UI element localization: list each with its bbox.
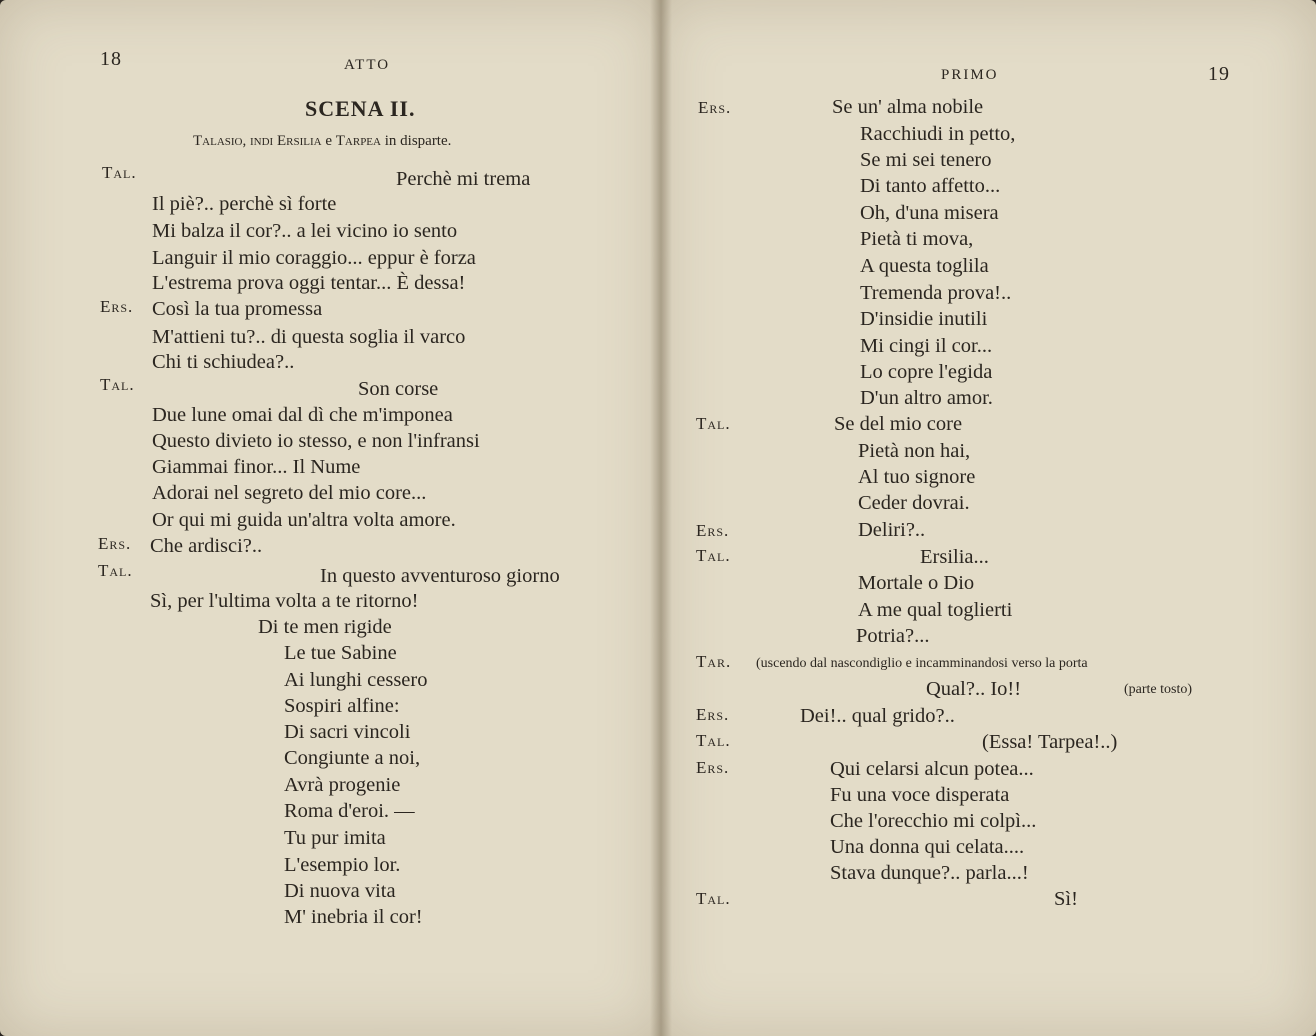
- verse-line: Qual?.. Io!!: [926, 678, 1022, 700]
- book-gutter: [650, 0, 672, 1036]
- verse-line: Sì, per l'ultima volta a te ritorno!: [150, 590, 419, 612]
- verse-line: Or qui mi guida un'altra volta amore.: [152, 509, 456, 531]
- verse-line: Dei!.. qual grido?..: [800, 705, 955, 727]
- stage-direction-exit: (parte tosto): [1124, 682, 1193, 697]
- verse-line: Perchè mi trema: [396, 168, 531, 190]
- verse-line: Due lune omai dal dì che m'imponea: [152, 404, 453, 426]
- verse-line: L'esempio lor.: [284, 854, 401, 876]
- speaker-label: Tal.: [98, 561, 133, 580]
- verse-line: Se del mio core: [834, 413, 963, 435]
- page-number-right: 19: [1208, 63, 1230, 85]
- stage-direction-part: e: [321, 133, 336, 149]
- verse-line: Mi balza il cor?.. a lei vicino io sento: [152, 220, 458, 242]
- page-number-left: 18: [100, 48, 122, 70]
- verse-line: Questo divieto io stesso, e non l'infransi: [152, 430, 480, 452]
- verse-line: Così la tua promessa: [152, 298, 323, 320]
- scene-title: SCENA II.: [305, 96, 416, 121]
- verse-line: Avrà progenie: [284, 774, 401, 796]
- speaker-label: Ers.: [696, 705, 730, 724]
- verse-line: Oh, d'una misera: [860, 202, 999, 224]
- speaker-label: Ers.: [698, 98, 732, 117]
- verse-line: Stava dunque?.. parla...!: [830, 862, 1029, 884]
- verse-line: D'insidie inutili: [860, 308, 988, 330]
- verse-line: Chi ti schiudea?..: [152, 351, 295, 373]
- verse-line: Qui celarsi alcun potea...: [830, 758, 1034, 780]
- verse-line: Lo copre l'egida: [860, 361, 993, 383]
- speaker-label: Tal.: [696, 889, 731, 908]
- speaker-label: Ers.: [100, 297, 134, 316]
- verse-line: Tu pur imita: [284, 827, 386, 849]
- verse-line: Di te men rigide: [258, 616, 392, 638]
- verse-line: Fu una voce disperata: [830, 784, 1010, 806]
- verse-line: Sospiri alfine:: [284, 695, 400, 717]
- speaker-label: Ers.: [98, 534, 132, 553]
- verse-line: Di sacri vincoli: [284, 721, 411, 743]
- speaker-label: Tal.: [696, 546, 731, 565]
- right-page: [660, 0, 1316, 1036]
- verse-line: Pietà non hai,: [858, 440, 971, 462]
- verse-line: Adorai nel segreto del mio core...: [152, 482, 427, 504]
- verse-line: Ersilia...: [920, 546, 989, 568]
- verse-line: Deliri?..: [858, 519, 926, 541]
- verse-line: Al tuo signore: [858, 466, 976, 488]
- verse-line: A questa toglila: [860, 255, 989, 277]
- verse-line: (Essa! Tarpea!..): [982, 731, 1118, 753]
- verse-line: Roma d'eroi. —: [284, 800, 415, 822]
- running-head-right: PRIMO: [941, 67, 999, 83]
- verse-line: Il piè?.. perchè sì forte: [152, 193, 337, 215]
- verse-line: Se mi sei tenero: [860, 149, 992, 171]
- verse-line: Ceder dovrai.: [858, 492, 970, 514]
- verse-line: Che ardisci?..: [150, 535, 263, 557]
- verse-line: D'un altro amor.: [860, 387, 993, 409]
- stage-direction: [193, 133, 451, 150]
- verse-line: Languir il mio coraggio... eppur è forza: [152, 247, 476, 269]
- speaker-label: Tal.: [102, 163, 137, 182]
- verse-line: Di tanto affetto...: [860, 175, 1001, 197]
- verse-line: Pietà ti mova,: [860, 228, 974, 250]
- verse-line: Potria?...: [856, 625, 930, 647]
- running-head-left: ATTO: [344, 57, 391, 73]
- verse-line: Sì!: [1054, 888, 1078, 910]
- verse-line: Una donna qui celata....: [830, 836, 1025, 858]
- verse-line: Ai lunghi cessero: [284, 669, 428, 691]
- verse-line: A me qual toglierti: [858, 599, 1013, 621]
- verse-line: Racchiudi in petto,: [860, 123, 1016, 145]
- verse-line: Se un' alma nobile: [832, 96, 984, 118]
- speaker-label: Tal.: [696, 414, 731, 433]
- verse-line: Congiunte a noi,: [284, 747, 421, 769]
- stage-direction-name: Ersilia: [276, 133, 322, 149]
- verse-line: Tremenda prova!..: [860, 282, 1012, 304]
- verse-line: Mi cingi il cor...: [860, 335, 993, 357]
- stage-direction-name: Tarpea: [335, 133, 381, 149]
- speaker-label: Tar.: [696, 652, 732, 671]
- verse-line: Che l'orecchio mi colpì...: [830, 810, 1037, 832]
- stage-direction-part: in disparte.: [380, 133, 452, 149]
- speaker-label: Tal.: [100, 375, 135, 394]
- verse-line: L'estrema prova oggi tentar... È dessa!: [152, 272, 466, 294]
- stage-direction-tarpea: (uscendo dal nascondiglio e incamminandosi verso la porta: [756, 656, 1088, 671]
- verse-line: Son corse: [358, 378, 439, 400]
- verse-line: Giammai finor... Il Nume: [152, 456, 361, 478]
- verse-line: Le tue Sabine: [284, 642, 397, 664]
- stage-direction-part: Talasio, indi: [193, 133, 277, 149]
- verse-line: Di nuova vita: [284, 880, 396, 902]
- verse-line: M'attieni tu?.. di questa soglia il varco: [152, 326, 466, 348]
- verse-line: Mortale o Dio: [858, 572, 975, 594]
- speaker-label: Ers.: [696, 758, 730, 777]
- speaker-label: Ers.: [696, 521, 730, 540]
- verse-line: In questo avventuroso giorno: [320, 565, 560, 587]
- speaker-label: Tal.: [696, 731, 731, 750]
- verse-line: M' inebria il cor!: [284, 906, 423, 928]
